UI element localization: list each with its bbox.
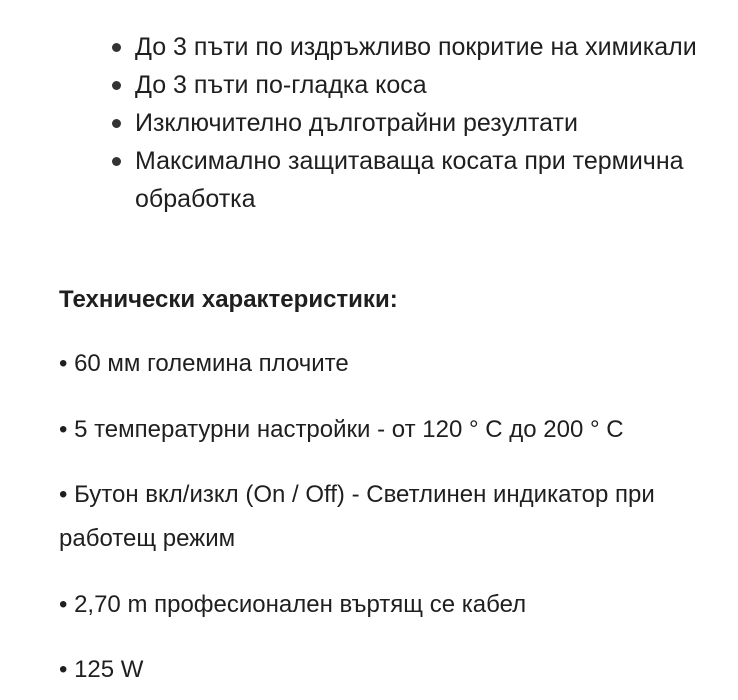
spec-item: • 2,70 m професионален въртящ се кабел bbox=[59, 591, 527, 618]
list-item: До 3 пъти по издръжливо покритие на химикали bbox=[108, 28, 708, 66]
list-item: Изключително дълготрайни резултати bbox=[108, 104, 708, 142]
specs-heading: Технически характеристики: bbox=[59, 286, 398, 313]
list-item: До 3 пъти по-гладка коса bbox=[108, 66, 708, 104]
spec-item: • Бутон вкл/изкл (On / Off) - Светлинен индикатор при работещ режим bbox=[59, 481, 655, 552]
list-item: Максимално защитаваща косата при термична обработка bbox=[108, 142, 708, 218]
spec-item: • 125 W bbox=[59, 656, 144, 683]
benefits-list bbox=[108, 28, 708, 218]
spec-item: • 60 мм големина плочите bbox=[59, 350, 349, 377]
spec-item: • 5 температурни настройки - от 120 ° С до 200 ° С bbox=[59, 416, 624, 443]
